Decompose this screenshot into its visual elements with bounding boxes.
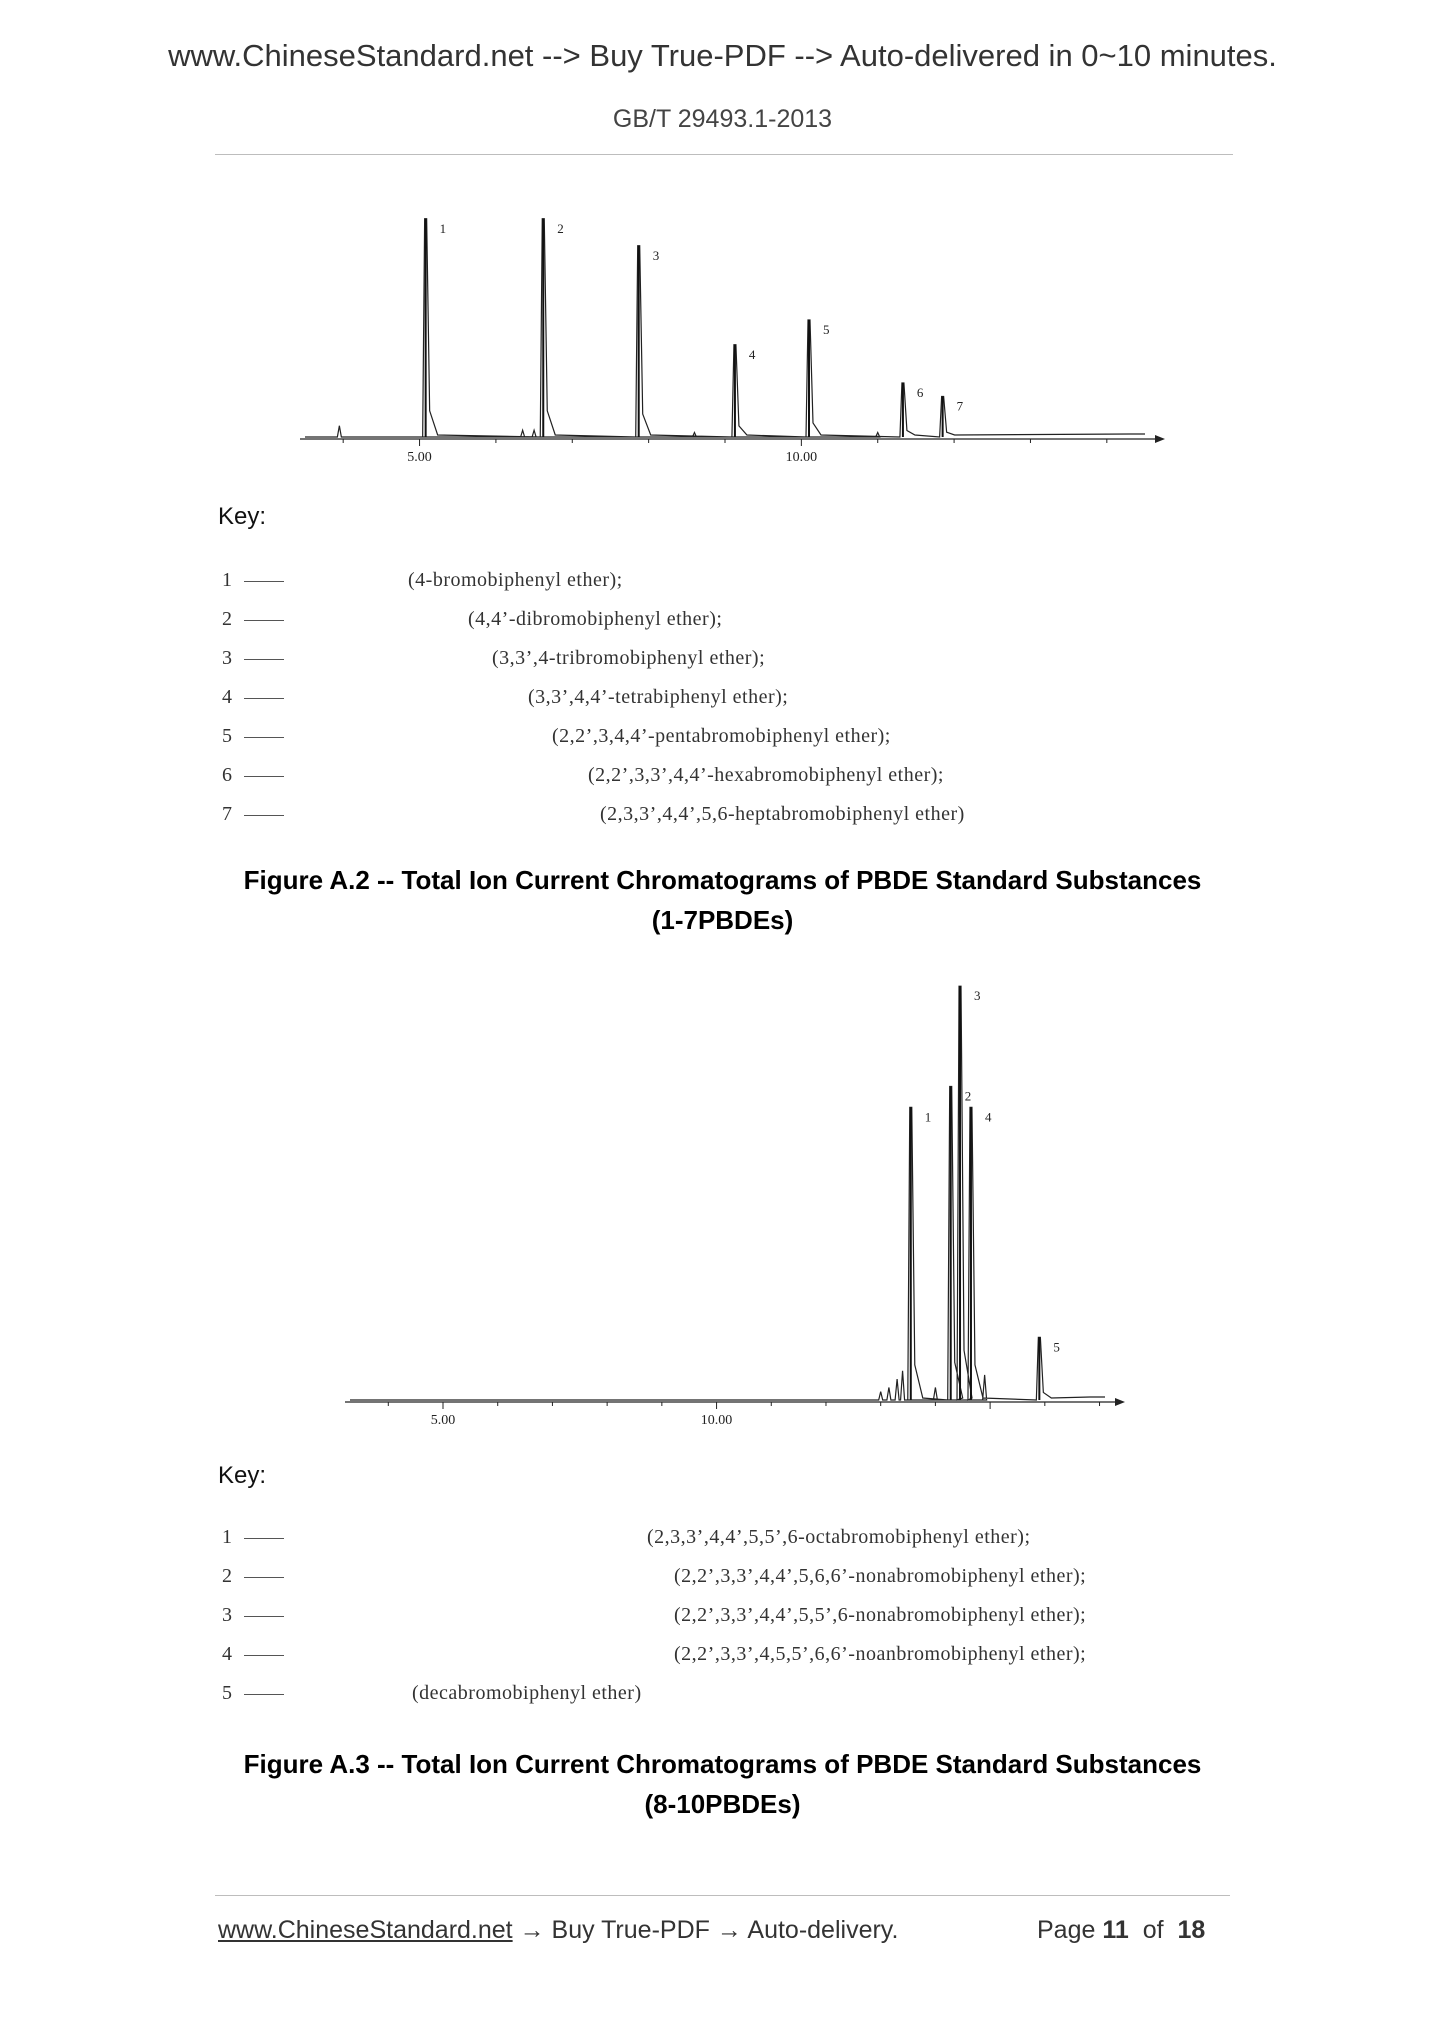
key-dash bbox=[244, 1577, 284, 1578]
key-number: 5 bbox=[222, 1682, 232, 1704]
key-compound-name: (2,2’,3,3’,4,4’-hexabromobiphenyl ether); bbox=[588, 764, 944, 786]
key-number: 2 bbox=[222, 608, 232, 630]
top-banner: www.ChineseStandard.net --> Buy True-PDF --> Auto-delivered in 0~10 minutes. bbox=[168, 38, 1277, 73]
peak-label-4: 4 bbox=[748, 346, 756, 362]
key-dash bbox=[244, 737, 284, 738]
key-compound-name: (2,3,3’,4,4’,5,5’,6-octabromobiphenyl ether); bbox=[647, 1526, 1031, 1548]
peak-label-1: 1 bbox=[924, 1109, 932, 1125]
x-tick-label: 10.00 bbox=[700, 1413, 733, 1428]
page-number: 11 bbox=[1102, 1916, 1129, 1944]
x-tick-label: 10.00 bbox=[785, 450, 818, 465]
peak-label-7: 7 bbox=[956, 398, 964, 414]
a2-key-item-1 bbox=[222, 565, 1242, 599]
footer-site-link[interactable]: www.ChineseStandard.net bbox=[218, 1916, 513, 1944]
chromatogram-trace bbox=[305, 219, 1145, 437]
key-dash bbox=[244, 1655, 284, 1656]
a3-key-item-3 bbox=[222, 1600, 1242, 1634]
standard-number: GB/T 29493.1-2013 bbox=[612, 105, 833, 133]
key-dash bbox=[244, 776, 284, 777]
a2-key-item-4 bbox=[222, 682, 1242, 716]
figure-a3-caption-line1: Figure A.3 -- Total Ion Current Chromatograms of PBDE Standard Substances bbox=[243, 1749, 1202, 1779]
key-number: 1 bbox=[222, 569, 232, 591]
key-compound-name: (2,2’,3,3’,4,4’,5,6,6’-nonabromobiphenyl ether); bbox=[674, 1565, 1087, 1587]
footer-divider bbox=[215, 1895, 1230, 1896]
key-dash bbox=[244, 815, 284, 816]
peak-label-2: 2 bbox=[557, 220, 564, 236]
x-tick-label: 5.00 bbox=[430, 1413, 456, 1428]
a2-key-item-6 bbox=[222, 760, 1242, 794]
peak-label-6: 6 bbox=[916, 385, 924, 400]
chromatogram-figure-a2 bbox=[290, 200, 1170, 470]
key-dash bbox=[244, 698, 284, 699]
key-number: 6 bbox=[222, 764, 232, 786]
a2-key-item-5 bbox=[222, 721, 1242, 755]
key-dash bbox=[244, 581, 284, 582]
of-word: of bbox=[1142, 1916, 1164, 1944]
key-dash bbox=[244, 1538, 284, 1539]
a3-key-item-2 bbox=[222, 1561, 1242, 1595]
key-number: 2 bbox=[222, 1565, 232, 1587]
key-compound-name: (2,3,3’,4,4’,5,6-heptabromobiphenyl ether) bbox=[600, 803, 965, 825]
figure-a3-caption-line2: (8-10PBDEs) bbox=[644, 1789, 801, 1819]
key-compound-name: (2,2’,3,3’,4,4’,5,5’,6-nonabromobiphenyl ether); bbox=[674, 1604, 1087, 1626]
key-compound-name: (decabromobiphenyl ether) bbox=[412, 1682, 642, 1704]
key-number: 3 bbox=[222, 647, 232, 669]
peak-label-1: 1 bbox=[439, 220, 447, 236]
a2-key-item-3 bbox=[222, 643, 1242, 677]
key-number: 7 bbox=[222, 803, 232, 825]
a2-key-item-7 bbox=[222, 799, 1242, 833]
key-dash bbox=[244, 1616, 284, 1617]
page-word: Page bbox=[1037, 1916, 1096, 1944]
footer-text bbox=[218, 1916, 898, 1945]
key-number: 1 bbox=[222, 1526, 232, 1548]
key-dash bbox=[244, 1694, 284, 1695]
header-divider bbox=[215, 154, 1233, 155]
key-dash bbox=[244, 620, 284, 621]
a3-key-item-5 bbox=[222, 1678, 1242, 1712]
peak-label-5: 5 bbox=[1053, 1339, 1060, 1355]
a3-key-item-1 bbox=[222, 1522, 1242, 1556]
key-number: 3 bbox=[222, 1604, 232, 1626]
peak-label-5: 5 bbox=[823, 322, 830, 337]
figure-a2-caption-line2: (1-7PBDEs) bbox=[651, 905, 794, 935]
key-compound-name: (4,4’-dibromobiphenyl ether); bbox=[468, 608, 723, 630]
key-dash bbox=[244, 659, 284, 660]
key-compound-name: (2,2’,3,3’,4,5,5’,6,6’-noanbromobiphenyl ether); bbox=[674, 1643, 1087, 1665]
axis-arrow bbox=[1155, 435, 1165, 443]
key-number: 5 bbox=[222, 725, 232, 747]
a3-key-item-4 bbox=[222, 1639, 1242, 1673]
peak-label-2: 2 bbox=[964, 1088, 972, 1104]
footer-delivery-text: → Buy True-PDF → Auto-delivery. bbox=[512, 1916, 899, 1944]
peak-label-4: 4 bbox=[984, 1109, 992, 1125]
chromatogram-trace bbox=[350, 986, 1105, 1400]
key-compound-name: (3,3’,4,4’-tetrabiphenyl ether); bbox=[528, 686, 789, 708]
page-total: 18 bbox=[1177, 1916, 1206, 1944]
figure-a2-caption-line1: Figure A.2 -- Total Ion Current Chromatograms of PBDE Standard Substances bbox=[243, 865, 1202, 895]
key-number: 4 bbox=[222, 686, 232, 708]
peak-label-3: 3 bbox=[974, 988, 981, 1004]
key-compound-name: (3,3’,4-tribromobiphenyl ether); bbox=[492, 647, 766, 669]
x-tick-label: 5.00 bbox=[407, 450, 432, 465]
page-indicator bbox=[1037, 1916, 1205, 1945]
key-number: 4 bbox=[222, 1643, 232, 1665]
key-label-a2: Key: bbox=[218, 503, 267, 530]
a2-key-item-2 bbox=[222, 604, 1242, 638]
key-compound-name: (2,2’,3,4,4’-pentabromobiphenyl ether); bbox=[552, 725, 891, 747]
axis-arrow bbox=[1115, 1398, 1125, 1406]
key-compound-name: (4-bromobiphenyl ether); bbox=[408, 569, 623, 591]
chromatogram-figure-a3 bbox=[330, 970, 1130, 1430]
key-label-a3: Key: bbox=[218, 1462, 267, 1489]
peak-label-3: 3 bbox=[652, 247, 660, 263]
